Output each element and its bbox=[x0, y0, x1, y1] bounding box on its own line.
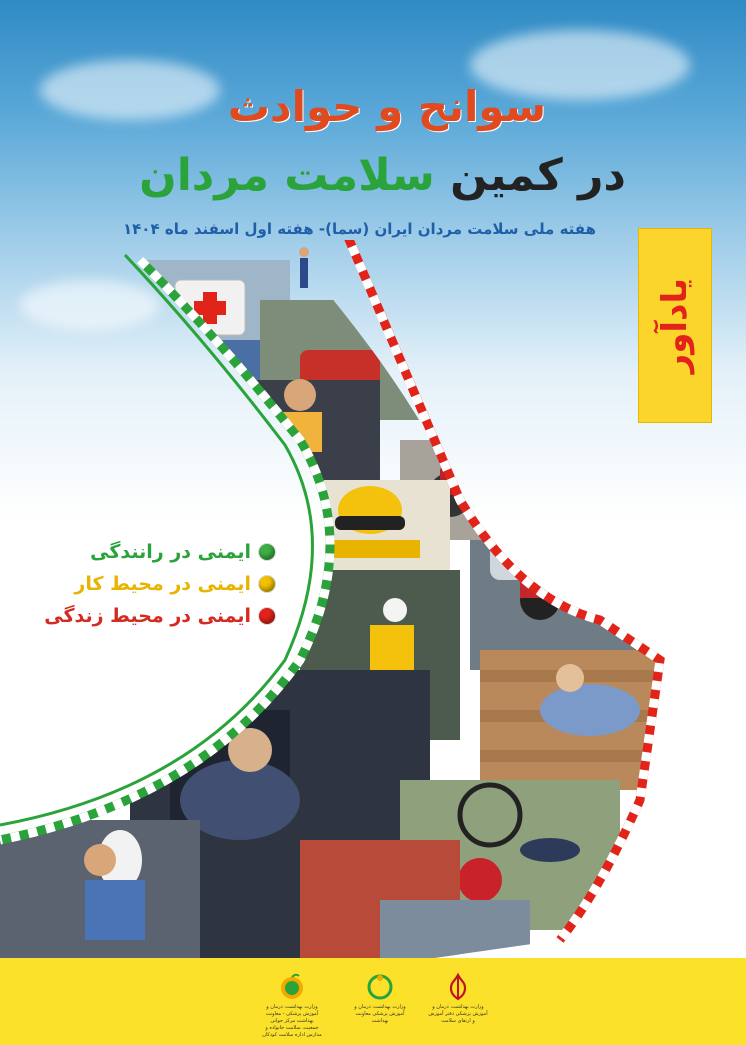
footer-logo bbox=[262, 972, 322, 1039]
iran-emblem-icon bbox=[443, 972, 473, 1002]
list-item bbox=[30, 600, 275, 632]
reminder-label: یادآور bbox=[655, 277, 695, 374]
red-dot-icon bbox=[259, 608, 275, 624]
list-item-text: ایمنی در محیط زندگی bbox=[44, 605, 251, 627]
family-health-logo-icon bbox=[277, 972, 307, 1002]
subtitle: هفته ملی سلامت مردان ایران (سما)- هفته اول اسفند ماه ۱۴۰۴ bbox=[123, 220, 596, 238]
title-line2-part2: سلامت مردان bbox=[139, 150, 435, 201]
logo-caption: وزارت بهداشت، درمان و آموزش پزشکی دفتر آموزش و ارتقای سلامت bbox=[428, 1004, 488, 1024]
logo-caption: وزارت بهداشت، درمان و آموزش پزشکی معاونت بهداشت bbox=[354, 1004, 406, 1024]
list-item bbox=[30, 536, 275, 568]
cloud bbox=[40, 60, 220, 120]
title-line2 bbox=[139, 150, 626, 201]
list-item-text: ایمنی در محیط کار bbox=[74, 573, 251, 595]
green-dot-icon bbox=[259, 544, 275, 560]
footer-logo bbox=[428, 972, 488, 1025]
reminder-banner bbox=[638, 228, 712, 423]
health-deputy-logo-icon bbox=[365, 972, 395, 1002]
yellow-dot-icon bbox=[259, 576, 275, 592]
title-line1: سوانح و حوادث bbox=[227, 82, 546, 131]
title-line2-part1: در کمین bbox=[450, 150, 626, 201]
list-item-text: ایمنی در رانندگی bbox=[90, 541, 251, 563]
logo-caption: وزارت بهداشت، درمان و آموزش پزشکی - معاونت بهداشت مرکز جوانی جمعیت، سلامت خانواده و مدارس اداره سلامت کودکان bbox=[262, 1004, 322, 1038]
safety-list bbox=[30, 536, 275, 632]
footer-logo bbox=[350, 972, 410, 1025]
list-item bbox=[30, 568, 275, 600]
